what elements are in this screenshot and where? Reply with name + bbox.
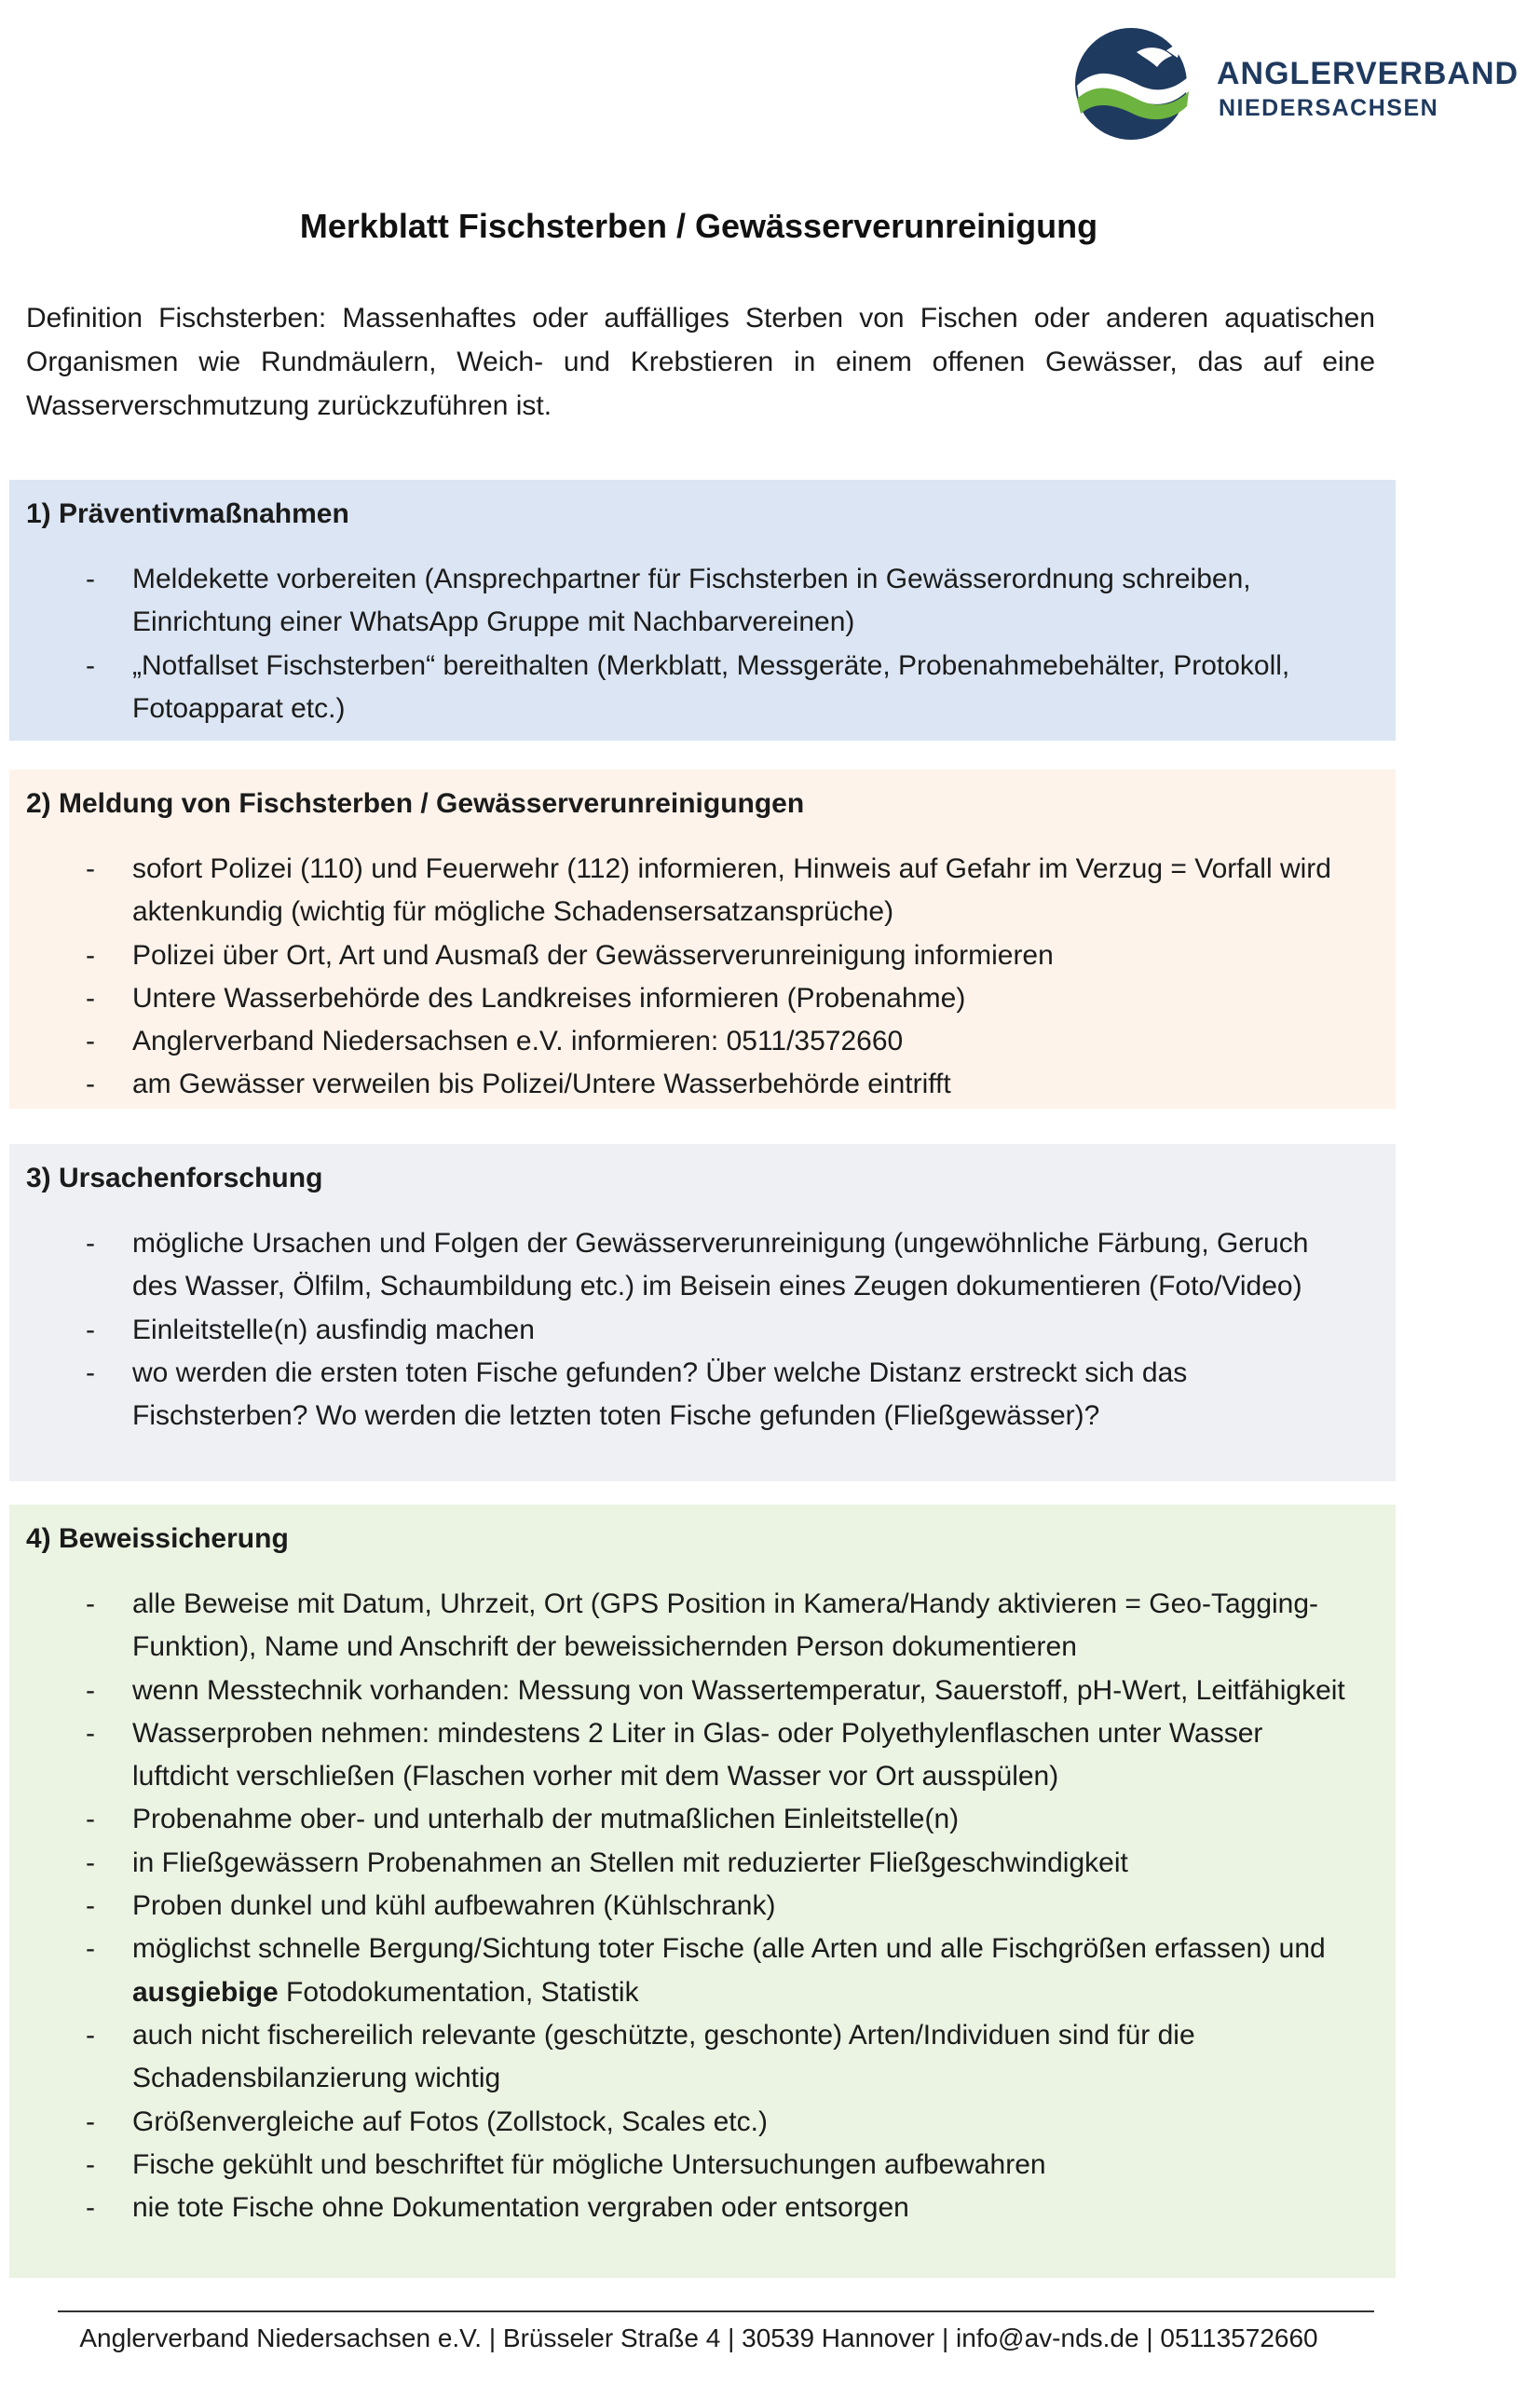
list-item: - Einleitstelle(n) ausfindig machen: [86, 1314, 535, 1345]
section-praeventivmassnahmen: [9, 480, 1396, 741]
section-title: 4) Beweissicherung: [26, 1523, 289, 1554]
section-beweissicherung: [9, 1505, 1396, 2278]
list-item: - Fische gekühlt und beschriftet für mögliche Untersuchungen aufbewahren: [86, 2148, 1046, 2180]
section-title: 3) Ursachenforschung: [26, 1163, 323, 1193]
list-item: - Untere Wasserbehörde des Landkreises informieren (Probenahme): [86, 982, 966, 1014]
list-item: - Größenvergleiche auf Fotos (Zollstock, Scales etc.): [86, 2106, 768, 2137]
list-item: - sofort Polizei (110) und Feuerwehr (112) informieren, Hinweis auf Gefahr im Verzug = Vorfall wird aktenkundig (wichtig für mögliche Schadensersatzansprüche): [86, 853, 1331, 928]
list-item: - nie tote Fische ohne Dokumentation vergraben oder entsorgen: [86, 2192, 909, 2224]
list-item: - „Notfallset Fischsterben“ bereithalten (Merkblatt, Messgeräte, Probenahmebehälter, Protokoll, Fotoapparat etc.): [86, 649, 1290, 724]
list-item: - Wasserproben nehmen: mindestens 2 Liter in Glas- oder Polyethylenflaschen unter Wasser luftdicht verschließen (Flaschen vorher mit dem Wasser vor Ort ausspülen): [86, 1717, 1263, 1792]
list-item: - Polizei über Ort, Art und Ausmaß der Gewässerverunreinigung informieren: [86, 939, 1054, 971]
list-item: - Meldekette vorbereiten (Ansprechpartner für Fischsterben in Gewässerordnung schreiben, Einrichtung einer WhatsApp Gruppe mit Nachbarvereinen): [86, 564, 1251, 638]
list-item: - in Fließgewässern Probenahmen an Stellen mit reduzierter Fließgeschwindigkeit: [86, 1847, 1128, 1878]
footer-divider: [58, 2310, 1374, 2312]
logo-subtitle: NIEDERSACHSEN: [1219, 95, 1439, 121]
association-logo: [1070, 20, 1520, 151]
section-ursachenforschung: [9, 1144, 1396, 1481]
emphasis-text: ausgiebige: [132, 1976, 279, 2008]
list-item: - möglichst schnelle Bergung/Sichtung toter Fische (alle Arten und alle Fischgrößen erfassen) und ausgiebige Fotodokumentation, Statistik: [86, 1933, 1326, 2008]
list-item: - alle Beweise mit Datum, Uhrzeit, Ort (GPS Position in Kamera/Handy aktivieren = Geo-Tagging-Funktion), Name und Anschrift der beweissichernden Person dokumentieren: [86, 1588, 1319, 1663]
logo-name: ANGLERVERBAND: [1217, 56, 1520, 91]
list-item: - am Gewässer verweilen bis Polizei/Untere Wasserbehörde eintrifft: [86, 1069, 951, 1100]
list-item: - wenn Messtechnik vorhanden: Messung von Wassertemperatur, Sauerstoff, pH-Wert, Leitfähigkeit: [86, 1674, 1345, 1706]
list-item: - Proben dunkel und kühl aufbewahren (Kühlschrank): [86, 1890, 776, 1922]
list-item: - Anglerverband Niedersachsen e.V. informieren: 0511/3572660: [86, 1026, 904, 1057]
list-item: - auch nicht fischereilich relevante (geschützte, geschonte) Arten/Individuen sind für die Schadensbilanzierung wichtig: [86, 2019, 1195, 2094]
fish-wave-icon: [1070, 20, 1200, 151]
section-meldung: [9, 770, 1396, 1109]
section-title: 1) Präventivmaßnahmen: [26, 498, 349, 529]
list-item: - mögliche Ursachen und Folgen der Gewässerverunreinigung (ungewöhnliche Färbung, Geruch des Wasser, Ölfilm, Schaumbildung etc.) im Beisein eines Zeugen dokumentieren (Foto/Video): [86, 1228, 1309, 1302]
list-item: - Probenahme ober- und unterhalb der mutmaßlichen Einleitstelle(n): [86, 1804, 960, 1835]
section-title: 2) Meldung von Fischsterben / Gewässerverunreinigungen: [26, 788, 805, 819]
list-item: - wo werden die ersten toten Fische gefunden? Über welche Distanz erstreckt sich das Fischsterben? Wo werden die letzten toten Fische gefunden (Fließgewässer)?: [86, 1356, 1188, 1432]
footer-contact: Anglerverband Niedersachsen e.V. | Brüsseler Straße 4 | 30539 Hannover | info@av-nds.de | 05113572660: [79, 2324, 1318, 2352]
definition-paragraph: Definition Fischsterben: Massenhaftes oder auffälliges Sterben von Fischen oder anderen aquatischen Organismen wie Rundmäulern, Weich- und Krebstieren in einem offenen Gewässer, das auf eine Wasserverschmutzung zurückzuführen ist.: [26, 303, 1375, 421]
page-title: Merkblatt Fischsterben / Gewässerverunreinigung: [299, 207, 1098, 245]
